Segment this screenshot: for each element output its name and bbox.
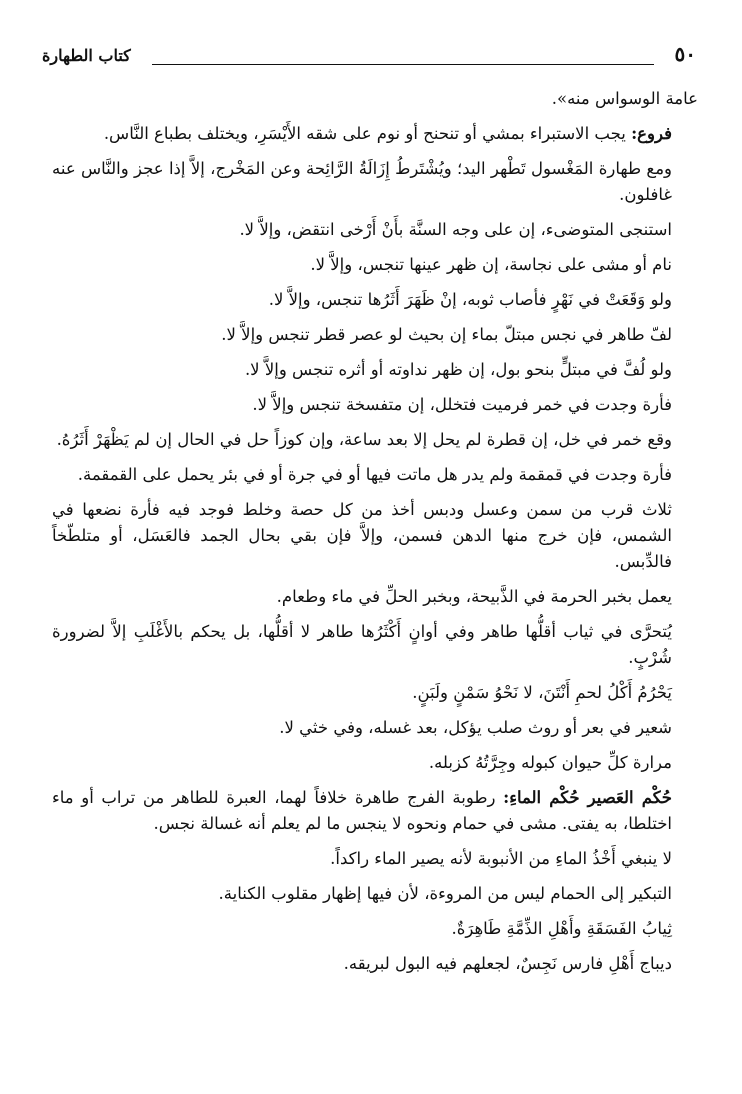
paragraph-label: فروع:: [631, 124, 672, 143]
running-title: كتاب الطهارة: [42, 46, 131, 65]
paragraph: [52, 427, 698, 453]
paragraph: [52, 217, 698, 243]
paragraph-text: فأرة وجدت في قمقمة ولم يدر هل ماتت فيها أو في جرة أو في بئر يحمل على القمقمة.: [77, 465, 672, 484]
paragraph-text: التبكير إلى الحمام ليس من المروءة، لأن فيها إظهار مقلوب الكناية.: [218, 884, 672, 903]
paragraph: [52, 881, 698, 907]
paragraph-text: عامة الوسواس منه».: [551, 89, 698, 108]
paragraph-text: يَحْرُمُ أَكْلُ لحمِ أَنْتَنَ، لا نَحْوُ سَمْنٍ ولَبَنٍ.: [412, 683, 672, 702]
paragraph-text: فأرة وجدت في خمر فرميت فتخلل، إن متفسخة تنجس وإلاَّ لا.: [252, 395, 672, 414]
paragraph: [52, 750, 698, 776]
paragraph: [52, 916, 698, 942]
page-body: [52, 86, 698, 986]
paragraph: [52, 497, 698, 575]
paragraph-text: لفّ طاهر في نجس مبتلّ بماء إن بحيث لو عصر قطر تنجس وإلاَّ لا.: [221, 325, 672, 344]
paragraph: [52, 121, 698, 147]
paragraph: [52, 392, 698, 418]
paragraph: [52, 156, 698, 208]
paragraph: [52, 322, 698, 348]
paragraph-text: ثِيابُ الفَسَقَةِ وأَهْلِ الذِّمَّةِ طَاهِرَةٌ.: [451, 919, 672, 938]
paragraph: [52, 357, 698, 383]
paragraph: [52, 846, 698, 872]
paragraph: [52, 86, 698, 112]
paragraph: [52, 715, 698, 741]
paragraph-text: مرارة كلِّ حيوان كبوله وجِرَّتُهُ كزبله.: [428, 753, 672, 772]
paragraph-text: ديباج أَهْلِ فارس نَجِسٌ، لجعلهم فيه البول لبريقه.: [343, 954, 672, 973]
paragraph: [52, 951, 698, 977]
paragraph: [52, 785, 698, 837]
paragraph-text: يعمل بخبر الحرمة في الذَّبيحة، وبخبر الحلِّ في ماء وطعام.: [276, 587, 672, 606]
paragraph-label: حُكْم العَصير حُكْم الماءِ:: [503, 788, 673, 807]
paragraph: [52, 252, 698, 278]
paragraph: [52, 287, 698, 313]
paragraph: [52, 462, 698, 488]
paragraph-text: نام أو مشى على نجاسة، إن ظهر عينها تنجس، وإلاَّ لا.: [310, 255, 672, 274]
paragraph: [52, 680, 698, 706]
paragraph-text: شعير في بعر أو روث صلب يؤكل، بعد غسله، وفي خثي لا.: [279, 718, 672, 737]
paragraph-text: يُتحرَّى في ثياب أقلُّها طاهر وفي أوانٍ أَكْثَرُها طاهر لا أقلُّها، بل يحكم بالأَغْلَبِ إلاَّ لضرورة شُرْبٍ.: [52, 622, 672, 667]
paragraph-text: ومع طهارة المَغْسول تَطْهر اليد؛ ويُشْتَرطُ إِزَالَةُ الرَّائِحة وعن المَخْرج، إلاَّ إذا عجز والنَّاس عنه غافلون.: [52, 159, 672, 204]
paragraph: [52, 619, 698, 671]
paragraph-text: يجب الاستبراء بمشي أو تنحنح أو نوم على شقه الأَيْسَرِ، ويختلف بطباع النَّاس.: [103, 124, 632, 143]
page-number: ٥٠: [674, 42, 696, 66]
paragraph-text: لا ينبغي أَخْذُ الماءِ من الأنبوبة لأنه يصير الماء راكداً.: [330, 849, 672, 868]
paragraph: [52, 584, 698, 610]
paragraph-text: ثلاث قرب من سمن وعسل ودبس أخذ من كل حصة وخلط فوجد فيه فأرة نضعها في الشمس، فإن خرج منها الدهن فسمن، وإلاَّ فإن بقي بحال الجمد فالعَسَل، أو متلطّخاً فالدِّبس.: [52, 500, 672, 571]
paragraph-text: ولو وَقَعَتْ في نَهْرٍ فأصاب ثوبه، إنْ ظَهَرَ أَثَرُها تنجس، وإلاَّ لا.: [268, 290, 672, 309]
paragraph-text: رطوبة الفرج طاهرة خلافاً لهما، العبرة للطاهر من تراب أو ماء اختلطا، به يفتى. مشى في حمام ونحوه لا ينجس ما لم يعلم أنه غسالة نجس.: [52, 788, 672, 833]
paragraph-text: استنجى المتوضىء، إن على وجه السنَّة بأَنْ أَرْخى انتقض، وإلاَّ لا.: [239, 220, 672, 239]
header-rule: [152, 64, 654, 65]
paragraph-text: وقع خمر في خل، إن قطرة لم يحل إلا بعد ساعة، وإن كوزاً حل في الحال إن لم يَظْهَرْ أَثَرُهُ.: [56, 430, 672, 449]
paragraph-text: ولو لُفَّ في مبتلٍّ بنحو بول، إن ظهر نداوته أو أثره تنجس وإلاَّ لا.: [244, 360, 672, 379]
page-header: [42, 42, 696, 72]
